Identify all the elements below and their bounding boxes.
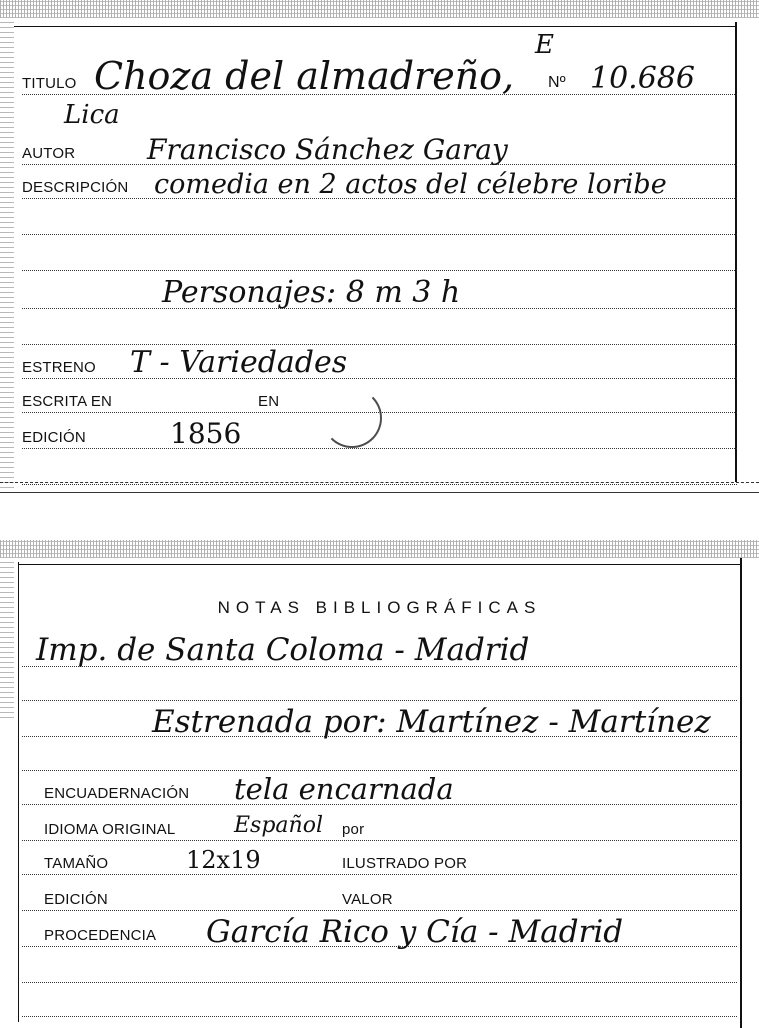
blank-row (22, 666, 737, 701)
notas-title: NOTAS BIBLIOGRÁFICAS (217, 598, 542, 617)
blank-row (22, 200, 737, 235)
autor-row (22, 130, 737, 165)
numero-mark: E (535, 30, 554, 60)
edicion-row-bottom (22, 876, 737, 911)
card-separator (0, 492, 759, 493)
card-edge-texture (0, 540, 759, 558)
blank-row (22, 236, 737, 271)
idioma-label: IDIOMA ORIGINAL (44, 821, 176, 838)
card-frame-left (18, 562, 19, 1022)
card-edge-texture-left (0, 558, 14, 718)
en-label: EN (258, 393, 280, 410)
numero-value: 10.686 (590, 61, 695, 96)
idioma-row (22, 806, 737, 841)
procedencia-row (22, 912, 737, 950)
autor-label: AUTOR (22, 145, 76, 162)
por-label: por (342, 821, 365, 838)
titulo-label: TITULO (22, 75, 77, 92)
numero-label: Nº (548, 74, 566, 91)
tamano-row (22, 840, 737, 875)
blank-row (22, 948, 737, 983)
procedencia-value: García Rico y Cía - Madrid (206, 914, 624, 950)
nota-line-1: Imp. de Santa Coloma - Madrid (36, 632, 530, 668)
titulo-row (22, 54, 737, 98)
encuadernacion-label: ENCUADERNACIÓN (44, 785, 190, 802)
personajes-value: Personajes: 8 m 3 h (162, 275, 461, 310)
edicion-row (22, 414, 737, 449)
card-cut-line (0, 482, 759, 483)
blank-row (22, 982, 737, 1017)
tamano-value: 12x19 (186, 846, 261, 874)
card-frame-right (740, 558, 742, 1028)
idioma-value: Español (234, 813, 323, 838)
autor-value: Francisco Sánchez Garay (147, 133, 508, 166)
edicion-label: EDICIÓN (22, 429, 86, 446)
encuadernacion-row (22, 770, 737, 805)
card-frame-top (18, 564, 742, 565)
blank-row (22, 310, 737, 345)
descripcion-value: comedia en 2 actos del célebre loribe (154, 169, 667, 200)
tamano-label: TAMAÑO (44, 855, 109, 872)
card-edge-texture (0, 0, 759, 18)
nota-row-1 (22, 632, 737, 667)
blank-row (22, 450, 737, 485)
valor-label: VALOR (342, 891, 393, 908)
procedencia-label: PROCEDENCIA (44, 927, 157, 944)
estreno-value: T - Variedades (130, 345, 348, 380)
escrita-en-label: ESCRITA EN (22, 393, 113, 410)
nota-line-2: Estrenada por: Martínez - Martínez (152, 704, 711, 740)
descripcion-row (22, 164, 737, 199)
blank-row (22, 736, 737, 771)
top-catalog-card (0, 0, 759, 495)
titulo-prefix: Lica (64, 100, 120, 130)
descripcion-label: DESCRIPCIÓN (22, 179, 129, 196)
card-frame-top (14, 26, 737, 27)
nota-row-2 (22, 702, 737, 740)
encuadernacion-value: tela encarnada (234, 772, 454, 806)
estreno-label: ESTRENO (22, 359, 96, 376)
titulo-value: Choza del almadreño, (94, 54, 515, 98)
estreno-row (22, 344, 737, 379)
personajes-row (22, 274, 737, 309)
ilustrado-label: ILUSTRADO POR (342, 855, 468, 872)
card-edge-texture-left (0, 18, 14, 488)
edicion-label-bottom: EDICIÓN (44, 891, 108, 908)
edicion-value: 1856 (170, 417, 242, 450)
